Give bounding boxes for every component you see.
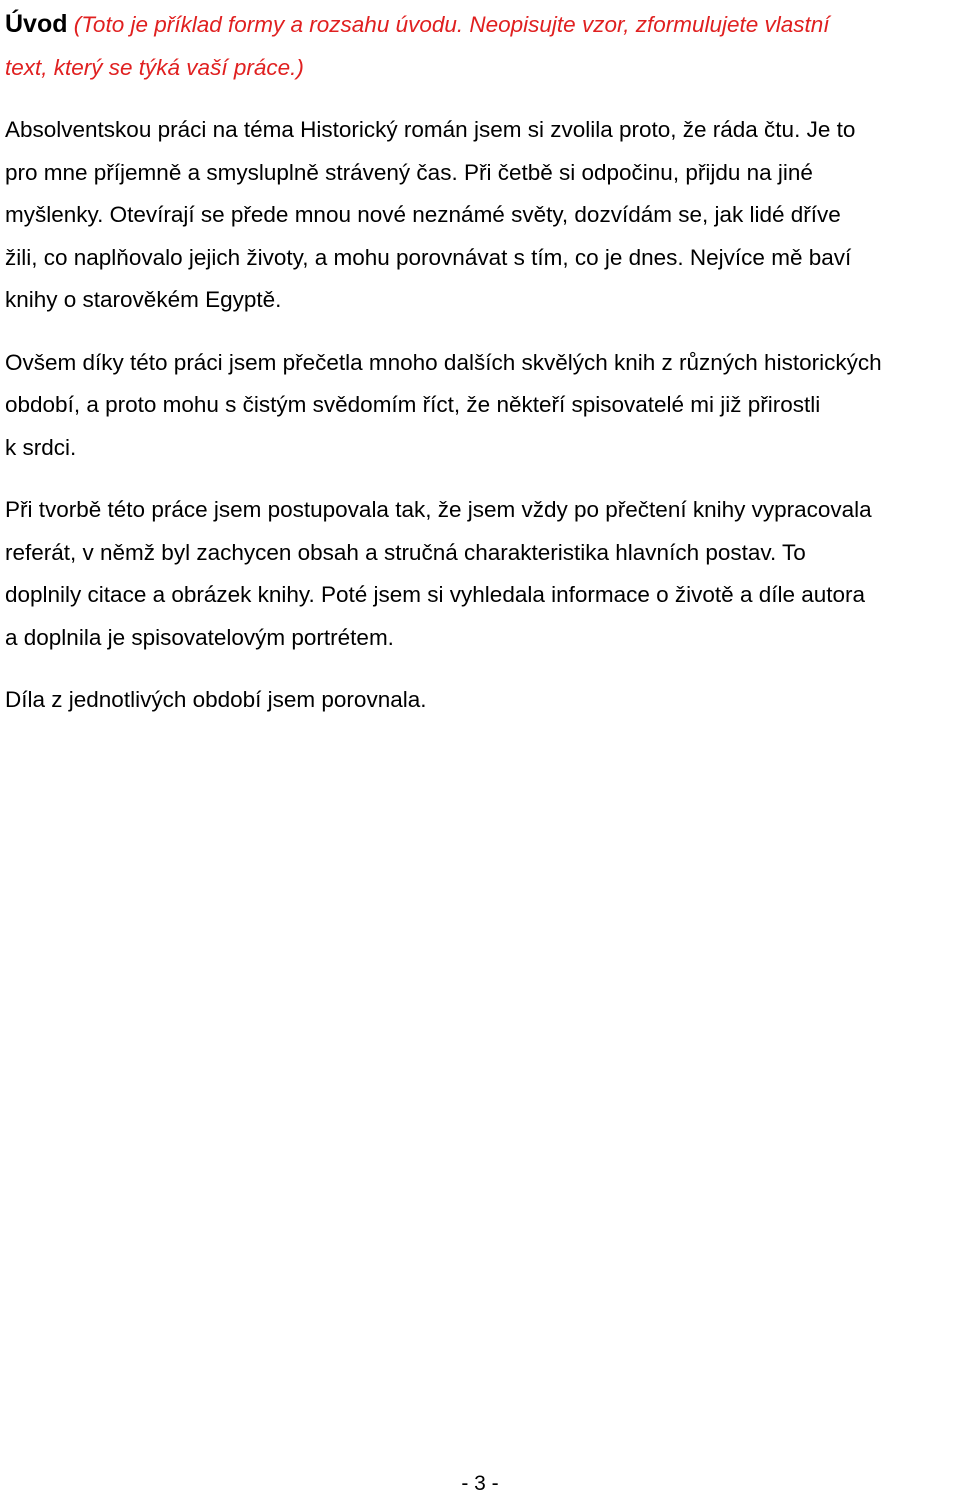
section-title: Úvod <box>5 10 68 38</box>
paragraph-line: knihy o starověkém Egyptě. <box>5 287 282 312</box>
paragraph-line: Při tvorbě této práce jsem postupovala tak, že jsem vždy po přečtení knihy vypracovala <box>5 497 872 522</box>
paragraph-method <box>5 489 960 659</box>
paragraph-line: žili, co naplňovalo jejich životy, a mohu porovnávat s tím, co je dnes. Nejvíce mě baví <box>5 244 852 270</box>
intro-heading <box>5 0 960 89</box>
paragraph-reading-benefit <box>5 342 960 470</box>
paragraph-line: pro mne příjemně a smysluplně strávený čas. Při četbě si odpočinu, přijdu na jiné <box>5 159 813 185</box>
paragraph-line: referát, v němž byl zachycen obsah a stručná charakteristika hlavních postav. To <box>5 539 806 565</box>
paragraph-line: k srdci. <box>5 434 77 460</box>
page-number: - 3 - <box>461 1472 499 1495</box>
paragraph-comparison <box>5 679 960 722</box>
paragraph-line: období, a proto mohu s čistým svědomím říct, že někteří spisovatelé mi již přirostli <box>5 392 821 417</box>
paragraph-line: a doplnila je spisovatelovým portrétem. <box>5 624 394 650</box>
paragraph-topic-choice <box>5 109 960 322</box>
paragraph-line: doplnily citace a obrázek knihy. Poté jsem si vyhledala informace o životě a díle autora <box>5 582 866 607</box>
paragraph-line: Absolventskou práci na téma Historický román jsem si zvolila proto, že ráda čtu. Je to <box>5 117 856 142</box>
paragraph-line: Ovšem díky této práci jsem přečetla mnoho dalších skvělých knih z různých historických <box>5 349 882 375</box>
template-note-line2: text, který se týká vaší práce.) <box>5 55 304 80</box>
paragraph-line: myšlenky. Otevírají se přede mnou nové neznámé světy, dozvídám se, jak lidé dříve <box>5 202 841 227</box>
document-page <box>5 0 960 1494</box>
paragraph-line: Díla z jednotlivých období jsem porovnala. <box>5 687 427 712</box>
template-note-line1: (Toto je příklad formy a rozsahu úvodu. Neopisujte vzor, zformulujete vlastní <box>73 12 830 37</box>
